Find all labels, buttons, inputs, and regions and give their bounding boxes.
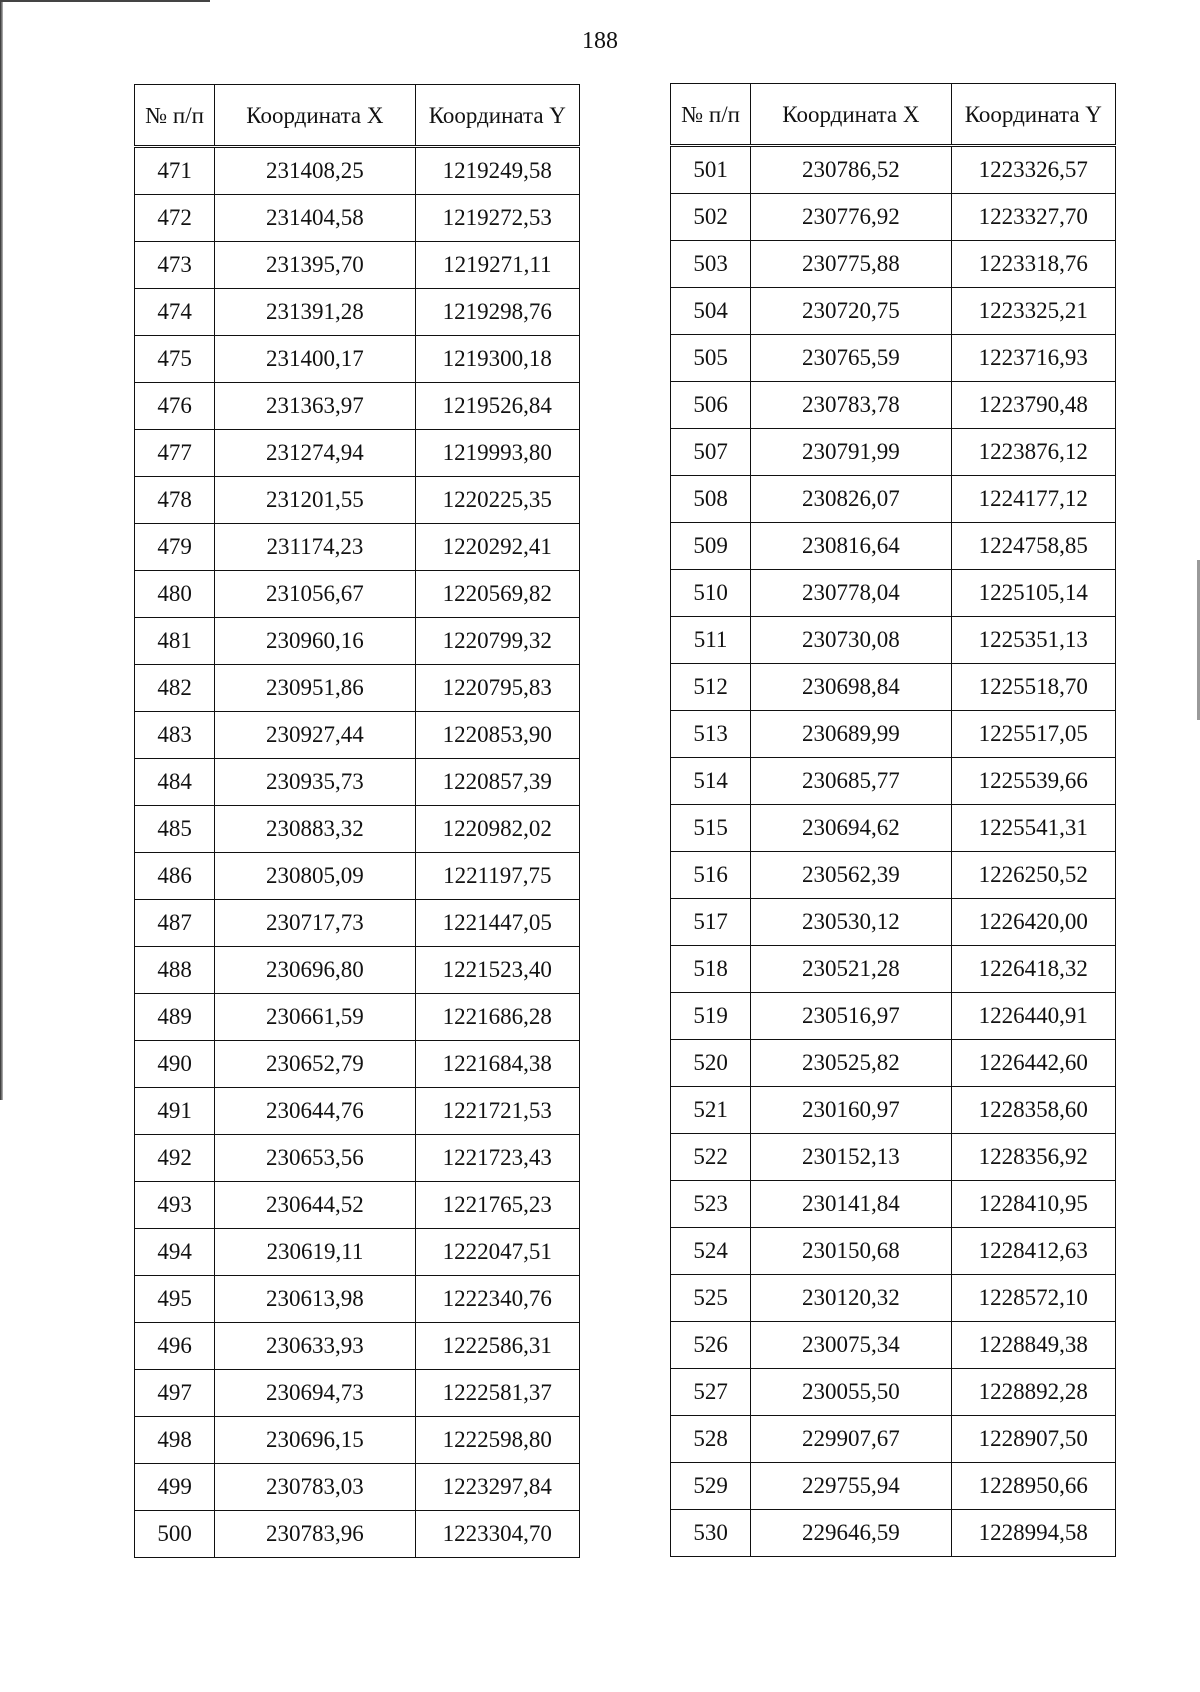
table-row — [671, 1228, 1116, 1275]
cell-coordinate-x: 230698,84 — [751, 664, 951, 711]
cell-number: 501 — [671, 146, 751, 194]
cell-number: 484 — [135, 759, 215, 806]
table-row — [671, 1275, 1116, 1322]
cell-number: 485 — [135, 806, 215, 853]
cell-number: 494 — [135, 1229, 215, 1276]
cell-coordinate-x: 231391,28 — [215, 289, 415, 336]
cell-number: 498 — [135, 1417, 215, 1464]
cell-coordinate-y: 1220225,35 — [415, 477, 579, 524]
cell-coordinate-x: 230141,84 — [751, 1181, 951, 1228]
cell-coordinate-x: 230525,82 — [751, 1040, 951, 1087]
cell-number: 479 — [135, 524, 215, 571]
table-row — [671, 617, 1116, 664]
cell-number: 519 — [671, 993, 751, 1040]
header-coordinate-y: Координата Y — [951, 84, 1115, 146]
cell-coordinate-x: 230055,50 — [751, 1369, 951, 1416]
cell-coordinate-y: 1228849,38 — [951, 1322, 1115, 1369]
cell-coordinate-y: 1220569,82 — [415, 571, 579, 618]
cell-coordinate-y: 1221447,05 — [415, 900, 579, 947]
cell-number: 474 — [135, 289, 215, 336]
cell-coordinate-y: 1219526,84 — [415, 383, 579, 430]
cell-coordinate-x: 230927,44 — [215, 712, 415, 759]
cell-coordinate-x: 230685,77 — [751, 758, 951, 805]
cell-coordinate-y: 1223325,21 — [951, 288, 1115, 335]
cell-coordinate-y: 1224177,12 — [951, 476, 1115, 523]
cell-coordinate-x: 230776,92 — [751, 194, 951, 241]
table-row — [135, 289, 580, 336]
header-coordinate-y: Координата Y — [415, 85, 579, 147]
table-row — [135, 1511, 580, 1558]
table-row — [135, 1041, 580, 1088]
coordinates-table-right — [670, 83, 1116, 1557]
table-row — [135, 1135, 580, 1182]
table-row — [671, 194, 1116, 241]
cell-coordinate-x: 230075,34 — [751, 1322, 951, 1369]
table-row — [671, 711, 1116, 758]
cell-coordinate-y: 1220853,90 — [415, 712, 579, 759]
table-row — [671, 1416, 1116, 1463]
cell-coordinate-x: 229755,94 — [751, 1463, 951, 1510]
cell-coordinate-x: 230730,08 — [751, 617, 951, 664]
header-coordinate-x: Координата X — [751, 84, 951, 146]
table-row — [671, 241, 1116, 288]
cell-coordinate-y: 1228994,58 — [951, 1510, 1115, 1557]
cell-number: 482 — [135, 665, 215, 712]
cell-coordinate-x: 230826,07 — [751, 476, 951, 523]
cell-number: 497 — [135, 1370, 215, 1417]
table-row — [671, 146, 1116, 194]
cell-coordinate-y: 1228907,50 — [951, 1416, 1115, 1463]
cell-number: 504 — [671, 288, 751, 335]
cell-coordinate-x: 230816,64 — [751, 523, 951, 570]
cell-coordinate-y: 1220857,39 — [415, 759, 579, 806]
cell-coordinate-y: 1222581,37 — [415, 1370, 579, 1417]
cell-number: 517 — [671, 899, 751, 946]
cell-coordinate-x: 230160,97 — [751, 1087, 951, 1134]
scan-edge-top — [0, 0, 210, 2]
table-row — [135, 336, 580, 383]
table-row — [671, 429, 1116, 476]
cell-coordinate-x: 230120,32 — [751, 1275, 951, 1322]
cell-coordinate-x: 230694,62 — [751, 805, 951, 852]
table-row — [135, 806, 580, 853]
cell-coordinate-x: 230720,75 — [751, 288, 951, 335]
table-row — [135, 759, 580, 806]
cell-number: 527 — [671, 1369, 751, 1416]
cell-coordinate-x: 230775,88 — [751, 241, 951, 288]
cell-coordinate-x: 230619,11 — [215, 1229, 415, 1276]
table-row — [671, 1369, 1116, 1416]
table-row — [135, 1417, 580, 1464]
table-row — [671, 335, 1116, 382]
cell-coordinate-x: 230150,68 — [751, 1228, 951, 1275]
cell-coordinate-x: 230644,52 — [215, 1182, 415, 1229]
cell-coordinate-y: 1223318,76 — [951, 241, 1115, 288]
cell-coordinate-y: 1220982,02 — [415, 806, 579, 853]
cell-coordinate-x: 230694,73 — [215, 1370, 415, 1417]
scan-edge-left — [0, 0, 3, 1100]
table-row — [135, 618, 580, 665]
page-number: 188 — [582, 28, 618, 54]
cell-number: 514 — [671, 758, 751, 805]
header-number: № п/п — [671, 84, 751, 146]
cell-number: 486 — [135, 853, 215, 900]
cell-coordinate-y: 1225105,14 — [951, 570, 1115, 617]
cell-coordinate-x: 230783,96 — [215, 1511, 415, 1558]
cell-coordinate-y: 1220795,83 — [415, 665, 579, 712]
cell-coordinate-x: 230521,28 — [751, 946, 951, 993]
cell-number: 481 — [135, 618, 215, 665]
cell-number: 508 — [671, 476, 751, 523]
table-row — [671, 805, 1116, 852]
table-row — [671, 1040, 1116, 1087]
table-row — [135, 900, 580, 947]
table-row — [671, 664, 1116, 711]
cell-number: 475 — [135, 336, 215, 383]
cell-coordinate-x: 230562,39 — [751, 852, 951, 899]
table-row — [135, 1276, 580, 1323]
table-row — [671, 993, 1116, 1040]
cell-coordinate-y: 1224758,85 — [951, 523, 1115, 570]
cell-number: 477 — [135, 430, 215, 477]
table-row — [671, 1510, 1116, 1557]
table-header-row — [671, 84, 1116, 146]
cell-number: 513 — [671, 711, 751, 758]
table-row — [671, 899, 1116, 946]
table-row — [135, 147, 580, 195]
cell-coordinate-x: 230653,56 — [215, 1135, 415, 1182]
cell-coordinate-x: 230661,59 — [215, 994, 415, 1041]
cell-number: 480 — [135, 571, 215, 618]
table-row — [135, 1464, 580, 1511]
cell-coordinate-y: 1228892,28 — [951, 1369, 1115, 1416]
cell-coordinate-x: 231056,67 — [215, 571, 415, 618]
table-row — [671, 476, 1116, 523]
cell-coordinate-y: 1223304,70 — [415, 1511, 579, 1558]
table-row — [671, 758, 1116, 805]
table-row — [671, 523, 1116, 570]
cell-number: 515 — [671, 805, 751, 852]
cell-coordinate-y: 1220799,32 — [415, 618, 579, 665]
cell-coordinate-x: 230530,12 — [751, 899, 951, 946]
cell-coordinate-y: 1222340,76 — [415, 1276, 579, 1323]
table-row — [135, 1088, 580, 1135]
header-number: № п/п — [135, 85, 215, 147]
cell-number: 473 — [135, 242, 215, 289]
cell-coordinate-y: 1228412,63 — [951, 1228, 1115, 1275]
cell-coordinate-y: 1226442,60 — [951, 1040, 1115, 1087]
cell-coordinate-y: 1220292,41 — [415, 524, 579, 571]
table-row — [135, 1370, 580, 1417]
cell-number: 492 — [135, 1135, 215, 1182]
cell-number: 471 — [135, 147, 215, 195]
cell-coordinate-y: 1223876,12 — [951, 429, 1115, 476]
cell-number: 487 — [135, 900, 215, 947]
cell-number: 500 — [135, 1511, 215, 1558]
cell-coordinate-y: 1221686,28 — [415, 994, 579, 1041]
cell-coordinate-y: 1226418,32 — [951, 946, 1115, 993]
cell-number: 512 — [671, 664, 751, 711]
cell-coordinate-x: 230805,09 — [215, 853, 415, 900]
cell-number: 516 — [671, 852, 751, 899]
cell-coordinate-y: 1228358,60 — [951, 1087, 1115, 1134]
cell-number: 518 — [671, 946, 751, 993]
cell-number: 506 — [671, 382, 751, 429]
cell-coordinate-x: 230717,73 — [215, 900, 415, 947]
cell-coordinate-x: 230786,52 — [751, 146, 951, 194]
cell-coordinate-y: 1223326,57 — [951, 146, 1115, 194]
cell-coordinate-y: 1219271,11 — [415, 242, 579, 289]
table-row — [135, 383, 580, 430]
cell-coordinate-y: 1219993,80 — [415, 430, 579, 477]
cell-coordinate-y: 1221523,40 — [415, 947, 579, 994]
cell-coordinate-x: 231404,58 — [215, 195, 415, 242]
table-row — [135, 477, 580, 524]
cell-number: 528 — [671, 1416, 751, 1463]
cell-number: 529 — [671, 1463, 751, 1510]
cell-coordinate-y: 1225517,05 — [951, 711, 1115, 758]
cell-coordinate-y: 1219298,76 — [415, 289, 579, 336]
cell-number: 523 — [671, 1181, 751, 1228]
cell-coordinate-x: 230516,97 — [751, 993, 951, 1040]
cell-number: 521 — [671, 1087, 751, 1134]
table-row — [135, 947, 580, 994]
cell-number: 483 — [135, 712, 215, 759]
cell-coordinate-x: 230652,79 — [215, 1041, 415, 1088]
cell-coordinate-y: 1221684,38 — [415, 1041, 579, 1088]
cell-number: 511 — [671, 617, 751, 664]
header-coordinate-x: Координата X — [215, 85, 415, 147]
cell-coordinate-y: 1228410,95 — [951, 1181, 1115, 1228]
cell-number: 507 — [671, 429, 751, 476]
cell-coordinate-x: 230783,03 — [215, 1464, 415, 1511]
cell-coordinate-y: 1221723,43 — [415, 1135, 579, 1182]
cell-coordinate-x: 231408,25 — [215, 147, 415, 195]
table-row — [135, 571, 580, 618]
cell-number: 525 — [671, 1275, 751, 1322]
cell-coordinate-y: 1222598,80 — [415, 1417, 579, 1464]
cell-coordinate-y: 1223716,93 — [951, 335, 1115, 382]
cell-number: 505 — [671, 335, 751, 382]
cell-coordinate-y: 1221197,75 — [415, 853, 579, 900]
cell-number: 522 — [671, 1134, 751, 1181]
cell-coordinate-y: 1221765,23 — [415, 1182, 579, 1229]
cell-number: 509 — [671, 523, 751, 570]
table-row — [135, 712, 580, 759]
cell-coordinate-x: 231400,17 — [215, 336, 415, 383]
cell-coordinate-y: 1228950,66 — [951, 1463, 1115, 1510]
cell-number: 496 — [135, 1323, 215, 1370]
cell-coordinate-y: 1225351,13 — [951, 617, 1115, 664]
table-row — [671, 852, 1116, 899]
cell-coordinate-x: 230765,59 — [751, 335, 951, 382]
cell-number: 526 — [671, 1322, 751, 1369]
table-row — [671, 1134, 1116, 1181]
cell-coordinate-y: 1222586,31 — [415, 1323, 579, 1370]
cell-coordinate-x: 231395,70 — [215, 242, 415, 289]
cell-coordinate-y: 1219249,58 — [415, 147, 579, 195]
table-row — [135, 994, 580, 1041]
table-row — [135, 195, 580, 242]
cell-coordinate-y: 1226440,91 — [951, 993, 1115, 1040]
table-row — [135, 524, 580, 571]
cell-number: 493 — [135, 1182, 215, 1229]
cell-coordinate-y: 1228356,92 — [951, 1134, 1115, 1181]
cell-coordinate-x: 230783,78 — [751, 382, 951, 429]
cell-coordinate-x: 229907,67 — [751, 1416, 951, 1463]
table-row — [135, 242, 580, 289]
cell-coordinate-x: 229646,59 — [751, 1510, 951, 1557]
cell-coordinate-y: 1222047,51 — [415, 1229, 579, 1276]
cell-number: 524 — [671, 1228, 751, 1275]
cell-coordinate-x: 231174,23 — [215, 524, 415, 571]
cell-number: 530 — [671, 1510, 751, 1557]
cell-coordinate-x: 230689,99 — [751, 711, 951, 758]
cell-coordinate-x: 230152,13 — [751, 1134, 951, 1181]
cell-coordinate-y: 1219272,53 — [415, 195, 579, 242]
cell-number: 472 — [135, 195, 215, 242]
table-row — [671, 1322, 1116, 1369]
cell-number: 490 — [135, 1041, 215, 1088]
cell-number: 489 — [135, 994, 215, 1041]
cell-coordinate-y: 1225518,70 — [951, 664, 1115, 711]
cell-coordinate-x: 230883,32 — [215, 806, 415, 853]
table-row — [135, 430, 580, 477]
cell-number: 520 — [671, 1040, 751, 1087]
cell-number: 510 — [671, 570, 751, 617]
table-row — [671, 570, 1116, 617]
cell-coordinate-y: 1225539,66 — [951, 758, 1115, 805]
table-row — [671, 1463, 1116, 1510]
cell-coordinate-x: 230778,04 — [751, 570, 951, 617]
cell-coordinate-y: 1228572,10 — [951, 1275, 1115, 1322]
table-row — [135, 665, 580, 712]
cell-coordinate-x: 231274,94 — [215, 430, 415, 477]
cell-coordinate-x: 230791,99 — [751, 429, 951, 476]
cell-coordinate-x: 230696,15 — [215, 1417, 415, 1464]
cell-number: 478 — [135, 477, 215, 524]
cell-number: 503 — [671, 241, 751, 288]
table-row — [135, 1229, 580, 1276]
cell-number: 476 — [135, 383, 215, 430]
table-row — [671, 382, 1116, 429]
cell-coordinate-y: 1226420,00 — [951, 899, 1115, 946]
cell-coordinate-y: 1223327,70 — [951, 194, 1115, 241]
table-row — [671, 288, 1116, 335]
table-row — [135, 1182, 580, 1229]
cell-coordinate-x: 230644,76 — [215, 1088, 415, 1135]
table-row — [671, 1181, 1116, 1228]
cell-coordinate-y: 1221721,53 — [415, 1088, 579, 1135]
cell-coordinate-y: 1226250,52 — [951, 852, 1115, 899]
cell-coordinate-x: 230613,98 — [215, 1276, 415, 1323]
table-row — [671, 946, 1116, 993]
table-header-row — [135, 85, 580, 147]
cell-coordinate-x: 231363,97 — [215, 383, 415, 430]
coordinates-table-left — [134, 84, 580, 1558]
cell-coordinate-x: 231201,55 — [215, 477, 415, 524]
cell-number: 495 — [135, 1276, 215, 1323]
cell-number: 502 — [671, 194, 751, 241]
cell-coordinate-x: 230935,73 — [215, 759, 415, 806]
table-row — [671, 1087, 1116, 1134]
cell-coordinate-y: 1219300,18 — [415, 336, 579, 383]
cell-coordinate-x: 230960,16 — [215, 618, 415, 665]
cell-number: 488 — [135, 947, 215, 994]
table-row — [135, 853, 580, 900]
cell-coordinate-y: 1223790,48 — [951, 382, 1115, 429]
cell-coordinate-y: 1223297,84 — [415, 1464, 579, 1511]
cell-coordinate-x: 230633,93 — [215, 1323, 415, 1370]
cell-coordinate-x: 230951,86 — [215, 665, 415, 712]
cell-number: 499 — [135, 1464, 215, 1511]
cell-coordinate-y: 1225541,31 — [951, 805, 1115, 852]
table-row — [135, 1323, 580, 1370]
cell-coordinate-x: 230696,80 — [215, 947, 415, 994]
cell-number: 491 — [135, 1088, 215, 1135]
